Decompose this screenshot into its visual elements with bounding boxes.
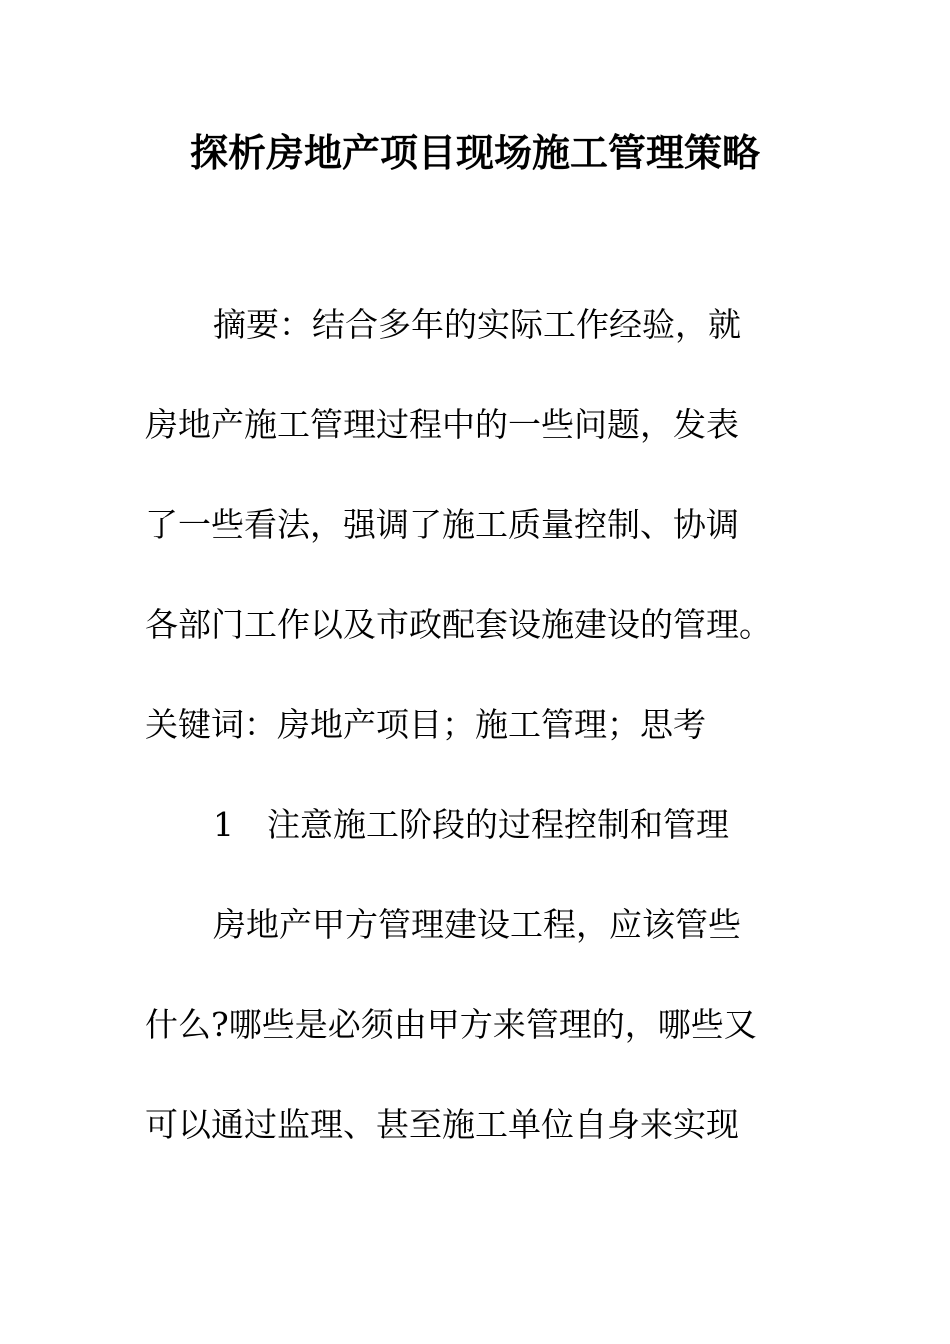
abstract-line-3: 了一些看法，强调了施工质量控制、协调 bbox=[145, 505, 739, 544]
abstract-line-1: 摘要：结合多年的实际工作经验，就 bbox=[213, 305, 741, 344]
body-line-1: 房地产甲方管理建设工程，应该管些 bbox=[213, 905, 741, 944]
section-heading: 1 注意施工阶段的过程控制和管理 bbox=[213, 805, 729, 844]
body-line-2: 什么?哪些是必须由甲方来管理的，哪些又 bbox=[145, 1005, 757, 1044]
keywords-line: 关键词：房地产项目；施工管理；思考 bbox=[145, 705, 706, 744]
body-line-3: 可以通过监理、甚至施工单位自身来实现 bbox=[145, 1105, 739, 1144]
abstract-line-2: 房地产施工管理过程中的一些问题，发表 bbox=[145, 405, 739, 444]
abstract-line-4: 各部门工作以及市政配套设施建设的管理。 bbox=[145, 605, 772, 644]
document-title: 探析房地产项目现场施工管理策略 bbox=[189, 130, 760, 175]
